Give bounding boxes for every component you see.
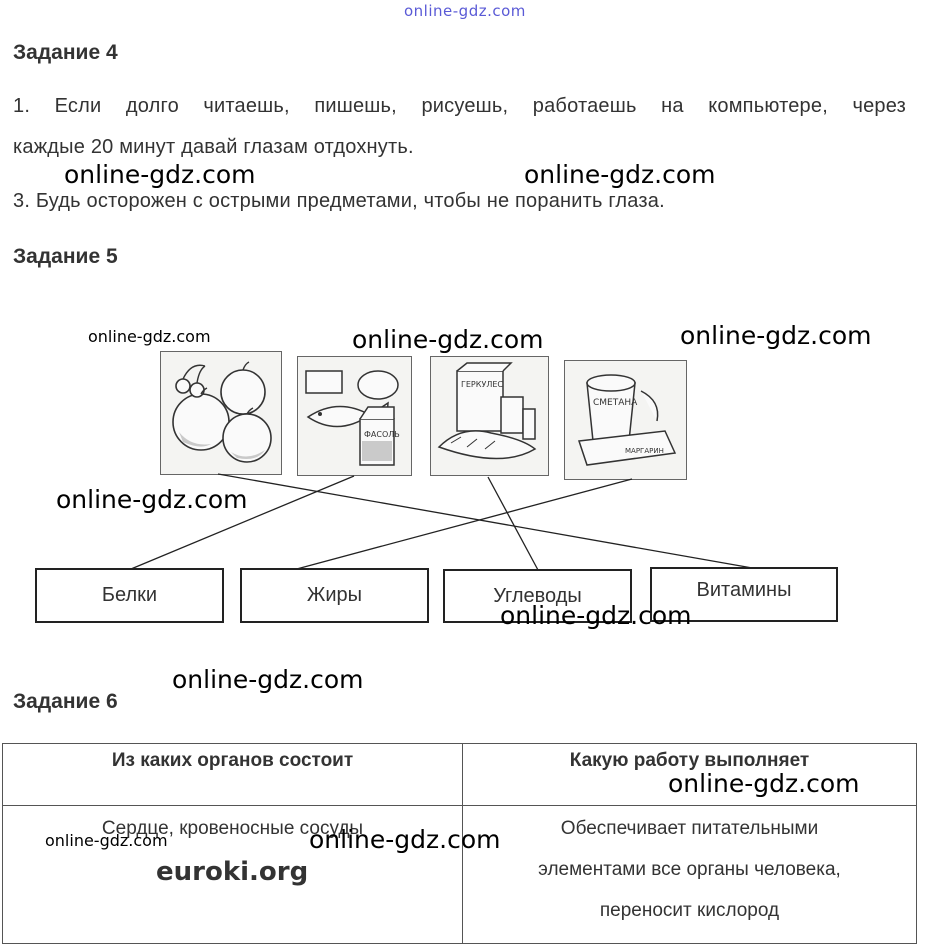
task6-heading: Задание 6 [13, 690, 118, 713]
watermark: online-gdz.com [680, 321, 872, 350]
col1-value: Сердце, кровеносные сосуды [101, 818, 364, 839]
line-bread-carbohydrates [488, 477, 538, 570]
svg-text:ФАСОЛЬ: ФАСОЛЬ [364, 430, 400, 439]
watermark: online-gdz.com [64, 160, 256, 189]
watermark: online-gdz.com [172, 665, 364, 694]
col2-line3: переносит кислород [599, 900, 780, 921]
watermark: online-gdz.com [500, 601, 692, 630]
watermark: online-gdz.com [45, 831, 168, 850]
site-watermark-top: online-gdz.com [404, 2, 526, 20]
col2-cell [463, 806, 917, 944]
svg-text:СМЕТАНА: СМЕТАНА [593, 398, 638, 408]
watermark: online-gdz.com [88, 327, 211, 346]
col2-line2: элементами все органы человека, [538, 859, 841, 880]
line-fruits-vitamins [218, 474, 758, 569]
euroki-watermark: euroki.org [156, 857, 309, 887]
task4-item3: 3. Будь осторожен с острыми предметами, чтобы не поранить глаза. [13, 190, 665, 212]
task5-heading: Задание 5 [13, 245, 118, 268]
watermark: online-gdz.com [668, 769, 860, 798]
watermark: online-gdz.com [352, 325, 544, 354]
col2-line1: Обеспечивает питательными [560, 818, 819, 839]
box-fats: Жиры [240, 568, 429, 623]
task4-heading: Задание 4 [13, 41, 118, 64]
watermark: online-gdz.com [56, 485, 248, 514]
box-carbohydrates: Углеводы [443, 569, 632, 623]
svg-text:МАРГАРИН: МАРГАРИН [625, 447, 664, 455]
box-vitamins: Витамины [650, 567, 838, 622]
col1-header: Из каких органов состоит [3, 744, 463, 806]
col2-header: Какую работу выполняет [463, 744, 917, 806]
watermark: online-gdz.com [309, 825, 501, 854]
svg-text:ГЕРКУЛЕС: ГЕРКУЛЕС [461, 380, 503, 389]
line-dairy-fats [293, 479, 632, 570]
task4-item1-line2: каждые 20 минут давай глазам отдохнуть. [13, 136, 414, 158]
task4-item1-line1: 1. Если долго читаешь, пишешь, рисуешь, работаешь на компьютере, через [13, 95, 906, 117]
watermark: online-gdz.com [524, 160, 716, 189]
box-proteins: Белки [35, 568, 224, 623]
